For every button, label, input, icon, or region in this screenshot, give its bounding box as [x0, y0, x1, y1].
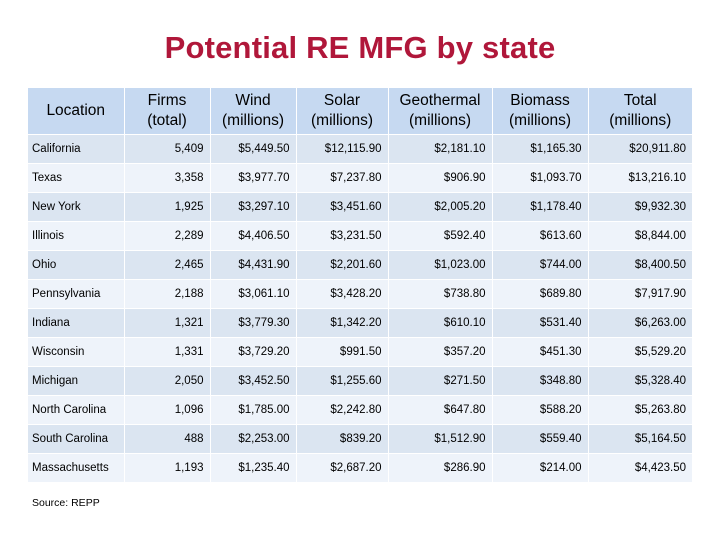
value-cell: $5,449.50: [210, 135, 296, 164]
column-header-label: Geothermal: [399, 92, 481, 109]
column-header: [492, 88, 588, 135]
value-cell: $588.20: [492, 396, 588, 425]
location-cell: Massachusetts: [28, 454, 124, 483]
column-header-label: Wind: [235, 92, 271, 109]
table-row: [28, 164, 692, 193]
column-header: [210, 88, 296, 135]
value-cell: $1,785.00: [210, 396, 296, 425]
value-cell: $1,178.40: [492, 193, 588, 222]
value-cell: $214.00: [492, 454, 588, 483]
value-cell: $12,115.90: [296, 135, 388, 164]
value-cell: $20,911.80: [588, 135, 692, 164]
value-cell: $592.40: [388, 222, 492, 251]
value-cell: $3,977.70: [210, 164, 296, 193]
value-cell: 5,409: [124, 135, 210, 164]
value-cell: $451.30: [492, 338, 588, 367]
location-cell: New York: [28, 193, 124, 222]
value-cell: $1,512.90: [388, 425, 492, 454]
column-header-label: Solar: [323, 92, 361, 109]
value-cell: 2,465: [124, 251, 210, 280]
value-cell: $3,428.20: [296, 280, 388, 309]
value-cell: $3,779.30: [210, 309, 296, 338]
value-cell: $3,231.50: [296, 222, 388, 251]
column-header: [296, 88, 388, 135]
value-cell: $2,181.10: [388, 135, 492, 164]
column-header-unit: (millions): [509, 112, 571, 129]
column-header-unit: (millions): [409, 112, 471, 129]
location-cell: Illinois: [28, 222, 124, 251]
location-cell: Ohio: [28, 251, 124, 280]
table-row: [28, 251, 692, 280]
table-row: [28, 135, 692, 164]
location-cell: North Carolina: [28, 396, 124, 425]
value-cell: $5,529.20: [588, 338, 692, 367]
value-cell: $1,255.60: [296, 367, 388, 396]
value-cell: $991.50: [296, 338, 388, 367]
page-title: Potential RE MFG by state: [164, 30, 556, 65]
value-cell: $738.80: [388, 280, 492, 309]
value-cell: $2,687.20: [296, 454, 388, 483]
value-cell: $531.40: [492, 309, 588, 338]
value-cell: $1,093.70: [492, 164, 588, 193]
column-header: [124, 88, 210, 135]
value-cell: $2,242.80: [296, 396, 388, 425]
value-cell: $744.00: [492, 251, 588, 280]
table-row: [28, 280, 692, 309]
location-cell: California: [28, 135, 124, 164]
table-row: [28, 425, 692, 454]
value-cell: $2,201.60: [296, 251, 388, 280]
value-cell: $7,917.90: [588, 280, 692, 309]
value-cell: $357.20: [388, 338, 492, 367]
column-header: [388, 88, 492, 135]
value-cell: $6,263.00: [588, 309, 692, 338]
value-cell: $3,297.10: [210, 193, 296, 222]
location-cell: Texas: [28, 164, 124, 193]
value-cell: $906.90: [388, 164, 492, 193]
value-cell: $286.90: [388, 454, 492, 483]
value-cell: 2,050: [124, 367, 210, 396]
column-header-label: Biomass: [510, 92, 570, 109]
value-cell: $4,423.50: [588, 454, 692, 483]
value-cell: $271.50: [388, 367, 492, 396]
value-cell: 1,096: [124, 396, 210, 425]
value-cell: 2,188: [124, 280, 210, 309]
table-row: [28, 309, 692, 338]
value-cell: $9,932.30: [588, 193, 692, 222]
table-row: [28, 338, 692, 367]
column-header: [588, 88, 692, 135]
table-body: [28, 135, 692, 483]
value-cell: $1,023.00: [388, 251, 492, 280]
value-cell: 2,289: [124, 222, 210, 251]
value-cell: $3,729.20: [210, 338, 296, 367]
value-cell: $839.20: [296, 425, 388, 454]
column-header-unit: (millions): [609, 112, 672, 129]
value-cell: 1,321: [124, 309, 210, 338]
value-cell: 1,193: [124, 454, 210, 483]
location-cell: Michigan: [28, 367, 124, 396]
value-cell: $3,061.10: [210, 280, 296, 309]
table-row: [28, 367, 692, 396]
table-row: [28, 396, 692, 425]
value-cell: 1,925: [124, 193, 210, 222]
value-cell: $4,431.90: [210, 251, 296, 280]
value-cell: $7,237.80: [296, 164, 388, 193]
column-header: [28, 88, 124, 135]
location-cell: Indiana: [28, 309, 124, 338]
value-cell: $689.80: [492, 280, 588, 309]
value-cell: $8,844.00: [588, 222, 692, 251]
source-note: Source: REPP: [32, 497, 100, 509]
column-header-label: Total: [623, 92, 657, 109]
value-cell: $647.80: [388, 396, 492, 425]
value-cell: $610.10: [388, 309, 492, 338]
value-cell: $13,216.10: [588, 164, 692, 193]
table-row: [28, 454, 692, 483]
value-cell: $1,165.30: [492, 135, 588, 164]
location-cell: Wisconsin: [28, 338, 124, 367]
value-cell: $5,263.80: [588, 396, 692, 425]
value-cell: 1,331: [124, 338, 210, 367]
state-data-table: [28, 88, 692, 483]
table-row: [28, 193, 692, 222]
value-cell: $5,328.40: [588, 367, 692, 396]
value-cell: $3,452.50: [210, 367, 296, 396]
value-cell: $5,164.50: [588, 425, 692, 454]
value-cell: $1,342.20: [296, 309, 388, 338]
value-cell: $559.40: [492, 425, 588, 454]
value-cell: $2,005.20: [388, 193, 492, 222]
table-row: [28, 222, 692, 251]
value-cell: $3,451.60: [296, 193, 388, 222]
location-cell: South Carolina: [28, 425, 124, 454]
column-header-label: Firms: [147, 92, 187, 109]
value-cell: 488: [124, 425, 210, 454]
table-header-row: [28, 88, 692, 135]
value-cell: $2,253.00: [210, 425, 296, 454]
column-header-unit: (total): [147, 112, 187, 129]
value-cell: $348.80: [492, 367, 588, 396]
value-cell: $8,400.50: [588, 251, 692, 280]
value-cell: $613.60: [492, 222, 588, 251]
column-header-unit: (millions): [311, 112, 373, 129]
location-cell: Pennsylvania: [28, 280, 124, 309]
value-cell: $1,235.40: [210, 454, 296, 483]
value-cell: $4,406.50: [210, 222, 296, 251]
column-header-unit: (millions): [222, 112, 284, 129]
value-cell: 3,358: [124, 164, 210, 193]
column-header-label: Location: [46, 102, 106, 119]
